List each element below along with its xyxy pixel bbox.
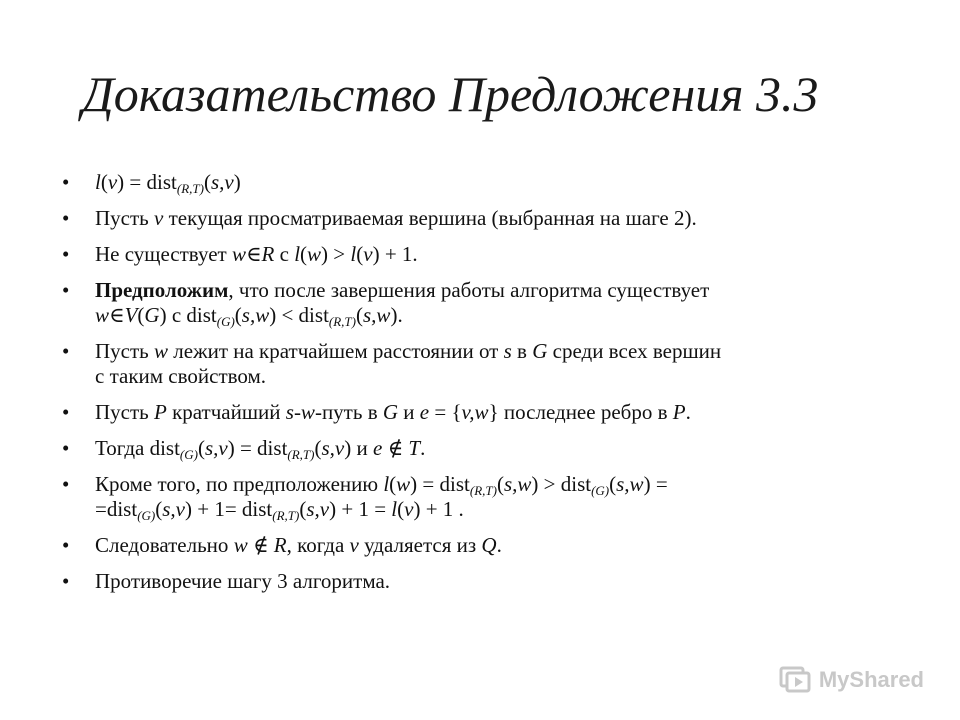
text: = dist bbox=[234, 436, 288, 460]
text: -путь в bbox=[314, 400, 383, 424]
bullet-8 bbox=[60, 472, 920, 522]
text: = { bbox=[429, 400, 462, 424]
bullet-6 bbox=[60, 400, 920, 425]
bullet-line: =dist$_{(G)}$(s,v) + 1= dist$_{(R,T)}$(s,v) + 1 = l(v) + 1 . bbox=[95, 497, 464, 523]
math-l: l bbox=[383, 472, 390, 496]
element-of-symbol: ∈ bbox=[245, 242, 262, 266]
text: . bbox=[685, 400, 691, 424]
bullet-list bbox=[60, 170, 920, 605]
math-l: l bbox=[294, 242, 301, 266]
math-w: w bbox=[233, 533, 248, 557]
math-s: s bbox=[503, 339, 512, 363]
text: , что после завершения работы алгоритма существует bbox=[228, 278, 710, 302]
element-of-symbol: ∈ bbox=[109, 303, 125, 327]
math-args: s,w bbox=[616, 472, 644, 496]
math-args: s,v bbox=[204, 436, 228, 460]
math-v: v bbox=[154, 206, 164, 230]
math-G: G bbox=[144, 303, 160, 327]
math-sw: s-w bbox=[285, 400, 315, 424]
text: Кроме того, по предположению bbox=[95, 472, 384, 496]
text: и bbox=[398, 400, 420, 424]
text: =dist bbox=[95, 497, 138, 521]
math-v: v bbox=[363, 242, 373, 266]
bold-text: Предположим bbox=[95, 278, 229, 302]
watermark-logo bbox=[779, 666, 924, 694]
math-v: v bbox=[107, 170, 118, 194]
math-e: e bbox=[419, 400, 430, 424]
text: > dist bbox=[538, 472, 592, 496]
math-G: G bbox=[532, 339, 548, 363]
math-args: s,w bbox=[241, 303, 270, 327]
text: = bbox=[650, 472, 668, 496]
math-V: V bbox=[124, 303, 138, 327]
subscript: (G) bbox=[179, 447, 198, 462]
text: Пусть bbox=[95, 339, 154, 363]
bullet-line: с таким свойством. bbox=[95, 364, 267, 388]
text: + 1 = bbox=[336, 497, 392, 521]
bullet-1: • l(v) = dist$_{(R,T)}$(s,v) bbox=[62, 170, 241, 196]
math-l: l bbox=[350, 242, 357, 266]
text: лежит на кратчайшем расстоянии от bbox=[168, 339, 504, 363]
subscript: (G) bbox=[591, 483, 610, 498]
bullet-4 bbox=[60, 278, 920, 328]
text: среди всех вершин bbox=[547, 339, 722, 363]
bullet-3: • Не существует w∈R с l(w) > l(v) + 1. bbox=[62, 242, 418, 266]
math-vw: v,w bbox=[461, 400, 489, 424]
math-w: w bbox=[231, 242, 246, 266]
bullet-dot: • bbox=[62, 242, 70, 266]
subscript: (R,T) bbox=[469, 483, 497, 498]
text: Не существует bbox=[95, 242, 232, 266]
bullet-line: Кроме того, по предположению l(w) = dist$_{(R,T)}$(s,w) > dist$_{(G)}$(s,w) = bbox=[95, 472, 668, 498]
math-v: v bbox=[349, 533, 359, 557]
bullet-10 bbox=[60, 569, 920, 594]
math-e: e bbox=[373, 436, 383, 460]
bullet-dot: • bbox=[62, 206, 70, 230]
bullet-2 bbox=[60, 206, 920, 231]
text: в bbox=[511, 339, 533, 363]
text: Пусть bbox=[95, 400, 154, 424]
math-args: s,v bbox=[162, 497, 185, 521]
bullet-7: • Тогда dist$_{(G)}$(s,v) = dist$_{(R,T)}$(s,v) и e ∉ T. bbox=[62, 436, 426, 462]
subscript: (R,T) bbox=[287, 447, 315, 462]
bullet-line: w∈V(G) с dist$_{(G)}$(s,w) < dist$_{(R,T)}$(s,w). bbox=[95, 303, 403, 329]
math-Q: Q bbox=[481, 533, 497, 557]
text: . bbox=[420, 436, 426, 460]
math-G: G bbox=[382, 400, 399, 424]
math-w: w bbox=[154, 339, 169, 363]
math-l: l bbox=[391, 497, 398, 521]
text: } последнее ребро в bbox=[488, 400, 673, 424]
text: + 1. bbox=[379, 242, 418, 266]
text: , когда bbox=[286, 533, 350, 557]
logo-text: MyShared bbox=[818, 667, 924, 692]
subscript: (R,T) bbox=[272, 508, 300, 523]
text: . bbox=[397, 303, 403, 327]
math-P: P bbox=[154, 400, 167, 424]
subscript: (G) bbox=[137, 508, 156, 523]
text: с dist bbox=[166, 303, 217, 327]
math-v: v bbox=[404, 497, 414, 521]
bullet-5 bbox=[60, 339, 920, 389]
subscript: (G) bbox=[216, 314, 235, 329]
text: = dist bbox=[417, 472, 470, 496]
math-args: s,w bbox=[503, 472, 532, 496]
math-w: w bbox=[307, 242, 322, 266]
subscript: (R,T) bbox=[176, 181, 204, 196]
bullet-dot: • bbox=[62, 170, 70, 194]
math-args: s,v bbox=[321, 436, 345, 460]
text: . bbox=[496, 533, 502, 557]
text: кратчайший bbox=[166, 400, 286, 424]
text: = dist bbox=[124, 170, 177, 194]
math-w: w bbox=[396, 472, 411, 496]
text: и bbox=[351, 436, 373, 460]
bullet-dot: • bbox=[62, 278, 70, 302]
text: Пусть bbox=[95, 206, 154, 230]
text: > bbox=[328, 242, 351, 266]
math-args: s,w bbox=[363, 303, 391, 327]
bullet-dot: • bbox=[62, 436, 70, 460]
math-args: s,v bbox=[306, 497, 330, 521]
text: + 1 . bbox=[420, 497, 464, 521]
bullet-dot: • bbox=[62, 533, 70, 557]
math-w: w bbox=[95, 303, 110, 327]
not-element-of-symbol: ∉ bbox=[382, 436, 409, 460]
presentation-icon bbox=[779, 666, 813, 694]
math-R: R bbox=[273, 533, 287, 557]
text: Тогда dist bbox=[95, 436, 180, 460]
bullet-line bbox=[95, 278, 920, 303]
math-l: l bbox=[95, 170, 101, 194]
text: + 1= dist bbox=[191, 497, 273, 521]
subscript: (R,T) bbox=[328, 314, 356, 329]
text: < dist bbox=[276, 303, 329, 327]
not-element-of-symbol: ∉ bbox=[247, 533, 274, 557]
math-P: P bbox=[672, 400, 686, 424]
bullet-line bbox=[95, 339, 920, 364]
text: с bbox=[274, 242, 295, 266]
text: Следовательно bbox=[95, 533, 234, 557]
bullet-dot: • bbox=[62, 339, 70, 363]
text: текущая просматриваемая вершина (выбранная на шаге 2). bbox=[163, 206, 697, 230]
math-R: R bbox=[261, 242, 275, 266]
slide-title: Доказательство Предложения 3.3 bbox=[82, 66, 819, 122]
text: Противоречие шагу 3 алгоритма. bbox=[95, 569, 391, 593]
bullet-dot: • bbox=[62, 569, 70, 593]
bullet-9 bbox=[60, 533, 920, 558]
math-T: T bbox=[408, 436, 421, 460]
bullet-dot: • bbox=[62, 400, 70, 424]
bullet-dot: • bbox=[62, 472, 70, 496]
math-args: s,v bbox=[210, 170, 234, 194]
text: удаляется из bbox=[358, 533, 482, 557]
